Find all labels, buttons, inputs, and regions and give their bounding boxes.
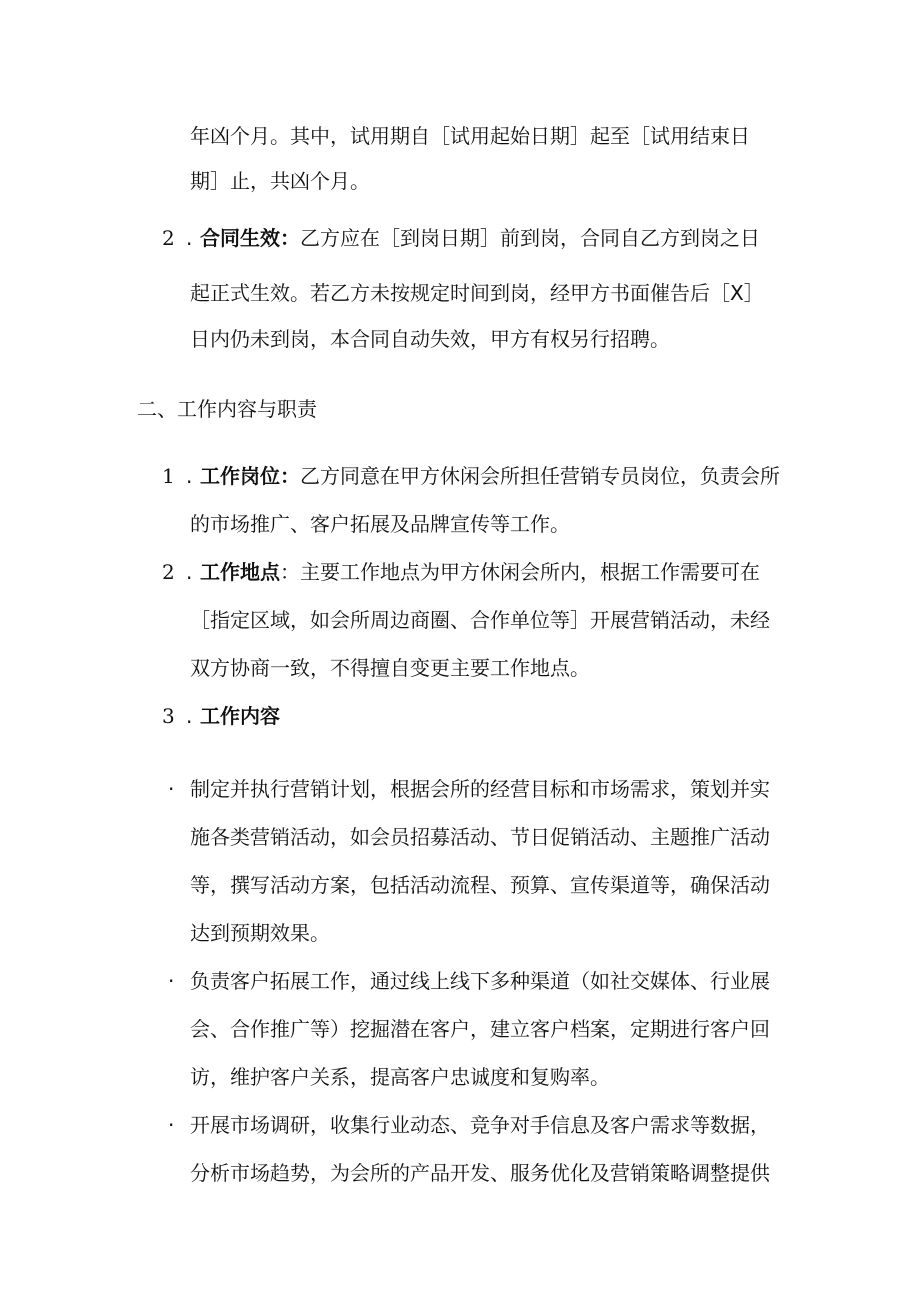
- clause2-line2: 起正式生效。若乙方未按规定时间到岗，经甲方书面催告后［X］: [190, 281, 764, 305]
- bullet1-marker: ·: [168, 777, 175, 801]
- clause2-separator: .: [186, 226, 193, 250]
- bullet1-line1: 制定并执行营销计划，根据会所的经营目标和市场需求，策划并实: [190, 777, 770, 801]
- bullet1-line3: 等，撰写活动方案，包括活动流程、预算、宣传渠道等，确保活动: [190, 873, 770, 897]
- clause2-title: 合同生效：: [200, 226, 300, 250]
- item2-line2: ［指定区域，如会所周边商圈、合作单位等］开展营销活动，未经: [190, 608, 770, 632]
- item2-line3: 双方协商一致，不得擅自变更主要工作地点。: [190, 656, 590, 680]
- clause2-number: 2: [162, 226, 175, 250]
- bullet2-line2: 会、合作推广等）挖掘潜在客户，建立客户档案，定期进行客户回: [190, 1017, 770, 1041]
- bullet2-line1: 负责客户拓展工作，通过线上线下多种渠道（如社交媒体、行业展: [190, 969, 770, 993]
- bullet3-line2: 分析市场趋势，为会所的产品开发、服务优化及营销策略调整提供: [190, 1161, 770, 1185]
- item1-number: 1: [162, 464, 175, 488]
- item2-number: 2: [162, 560, 175, 584]
- bullet3-marker: ·: [168, 1113, 175, 1137]
- item2-separator: .: [186, 560, 193, 584]
- bullet2-marker: ·: [168, 969, 175, 993]
- item1-line1: [200, 462, 780, 490]
- item3-number: 3: [162, 704, 175, 728]
- clause2-line1: [200, 224, 760, 252]
- bullet1-line4: 达到预期效果。: [190, 921, 330, 945]
- item3-separator: .: [186, 704, 193, 728]
- item2-title: 工作地点: [200, 560, 280, 584]
- item1-text: 乙方同意在甲方休闲会所担任营销专员岗位，负责会所: [300, 464, 780, 488]
- item1-line2: 的市场推广、客户拓展及品牌宣传等工作。: [190, 512, 570, 536]
- clause1-line2: 期］止，共凶个月。: [190, 169, 370, 193]
- item1-separator: .: [186, 464, 193, 488]
- bullet1-line2: 施各类营销活动，如会员招募活动、节日促销活动、主题推广活动: [190, 825, 770, 849]
- clause2-text: 乙方应在［到岗日期］前到岗，合同自乙方到岗之日: [300, 226, 760, 250]
- item2-line1: [200, 558, 760, 586]
- clause2-line3: 日内仍未到岗，本合同自动失效，甲方有权另行招聘。: [190, 327, 670, 351]
- item2-text: ：主要工作地点为甲方休闲会所内，根据工作需要可在: [280, 560, 760, 584]
- bullet3-line1: 开展市场调研，收集行业动态、竞争对手信息及客户需求等数据，: [190, 1113, 770, 1137]
- item3-title: 工作内容: [200, 704, 280, 728]
- bullet2-line3: 访，维护客户关系，提高客户忠诚度和复购率。: [190, 1065, 610, 1089]
- clause1-line1: 年凶个月。其中，试用期自［试用起始日期］起至［试用结束日: [190, 124, 750, 148]
- section2-heading: 二、工作内容与职责: [137, 397, 317, 421]
- item1-title: 工作岗位：: [200, 464, 300, 488]
